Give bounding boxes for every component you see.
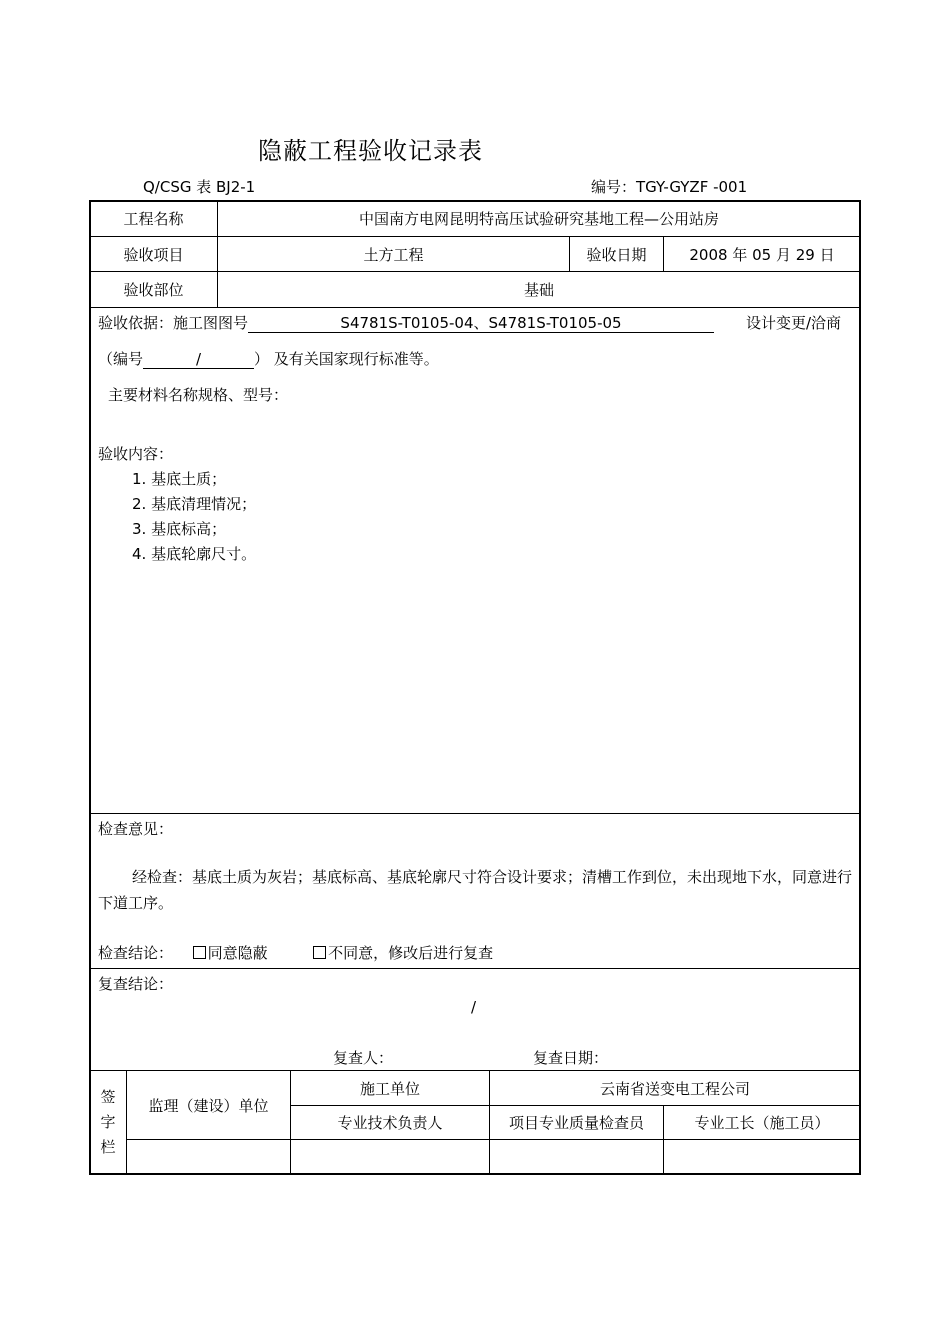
section-char: 签 xyxy=(100,1088,116,1106)
recheck-person-label: 复查人： xyxy=(333,1049,394,1067)
inspection-label: 检查意见： xyxy=(98,820,174,838)
row-divider xyxy=(90,968,860,969)
number-open: （编号 xyxy=(98,350,144,368)
form-code: Q/CSG 表 BJ2-1 xyxy=(143,178,256,196)
foreman-signature-field[interactable] xyxy=(664,1140,860,1174)
agree-option-label: 同意隐蔽 xyxy=(207,944,268,962)
supervision-unit-label: 监理（建设）单位 xyxy=(148,1096,269,1115)
quality-inspector-label: 项目专业质量检查员 xyxy=(508,1114,644,1132)
tech-lead-label: 专业技术负责人 xyxy=(337,1114,443,1132)
signature-section-label xyxy=(90,1085,126,1160)
section-char: 字 xyxy=(100,1113,116,1131)
drawing-numbers: S4781S-T0105-04、S4781S-T0105-05 xyxy=(248,315,714,333)
construction-unit-value: 云南省送变电工程公司 xyxy=(599,1079,750,1098)
number-close: ） 及有关国家现行标准等。 xyxy=(254,350,439,368)
project-name-label: 工程名称 xyxy=(123,210,184,228)
recheck-date-label: 复查日期： xyxy=(533,1049,609,1067)
list-item: 2. 基底清理情况； xyxy=(132,495,257,513)
foreman-label: 专业工长（施工员） xyxy=(694,1114,830,1132)
serial-number: 编号：TGY-GYZF -001 xyxy=(591,178,748,196)
basis-prefix: 验收依据：施工图图号 xyxy=(98,314,249,332)
page-title: 隐蔽工程验收记录表 xyxy=(258,137,483,165)
disagree-checkbox[interactable] xyxy=(313,946,326,959)
recheck-label: 复查结论： xyxy=(98,975,174,993)
change-number-line xyxy=(98,348,439,369)
agree-checkbox[interactable] xyxy=(193,946,206,959)
item-value: 土方工程 xyxy=(363,245,424,264)
recheck-value: / xyxy=(471,998,477,1016)
list-item: 1. 基底土质； xyxy=(132,470,227,488)
date-label: 验收日期 xyxy=(586,245,647,264)
change-number-value: / xyxy=(143,351,254,369)
row-divider xyxy=(90,307,860,308)
supervision-signature-field[interactable] xyxy=(127,1140,290,1174)
quality-inspector-signature-field[interactable] xyxy=(490,1140,663,1174)
materials-label: 主要材料名称规格、型号： xyxy=(108,386,289,404)
inspection-conclusion xyxy=(98,942,493,963)
tech-lead-signature-field[interactable] xyxy=(291,1140,489,1174)
part-label: 验收部位 xyxy=(123,281,184,299)
inspection-opinion: 经检查：基底土质为灰岩；基底标高、基底轮廓尺寸符合设计要求；清槽工作到位，未出现地下水，同意进行下道工序。 xyxy=(98,868,853,912)
conclusion-label: 检查结论： xyxy=(98,944,174,962)
list-item: 3. 基底标高； xyxy=(132,520,227,538)
form-frame xyxy=(89,200,861,1175)
construction-unit-label: 施工单位 xyxy=(359,1079,420,1098)
part-value: 基础 xyxy=(523,281,554,299)
date-value: 2008 年 05 月 29 日 xyxy=(689,245,835,264)
basis-line xyxy=(98,312,714,333)
row-divider xyxy=(90,813,860,814)
content-label: 验收内容： xyxy=(98,445,174,463)
design-change-label: 设计变更/洽商 xyxy=(746,314,842,332)
section-char: 栏 xyxy=(100,1138,116,1156)
list-item: 4. 基底轮廓尺寸。 xyxy=(132,545,257,563)
project-name-value: 中国南方电网昆明特高压试验研究基地工程—公用站房 xyxy=(358,210,719,228)
item-label: 验收项目 xyxy=(123,245,184,264)
disagree-option-label: 不同意，修改后进行复查 xyxy=(328,944,494,962)
